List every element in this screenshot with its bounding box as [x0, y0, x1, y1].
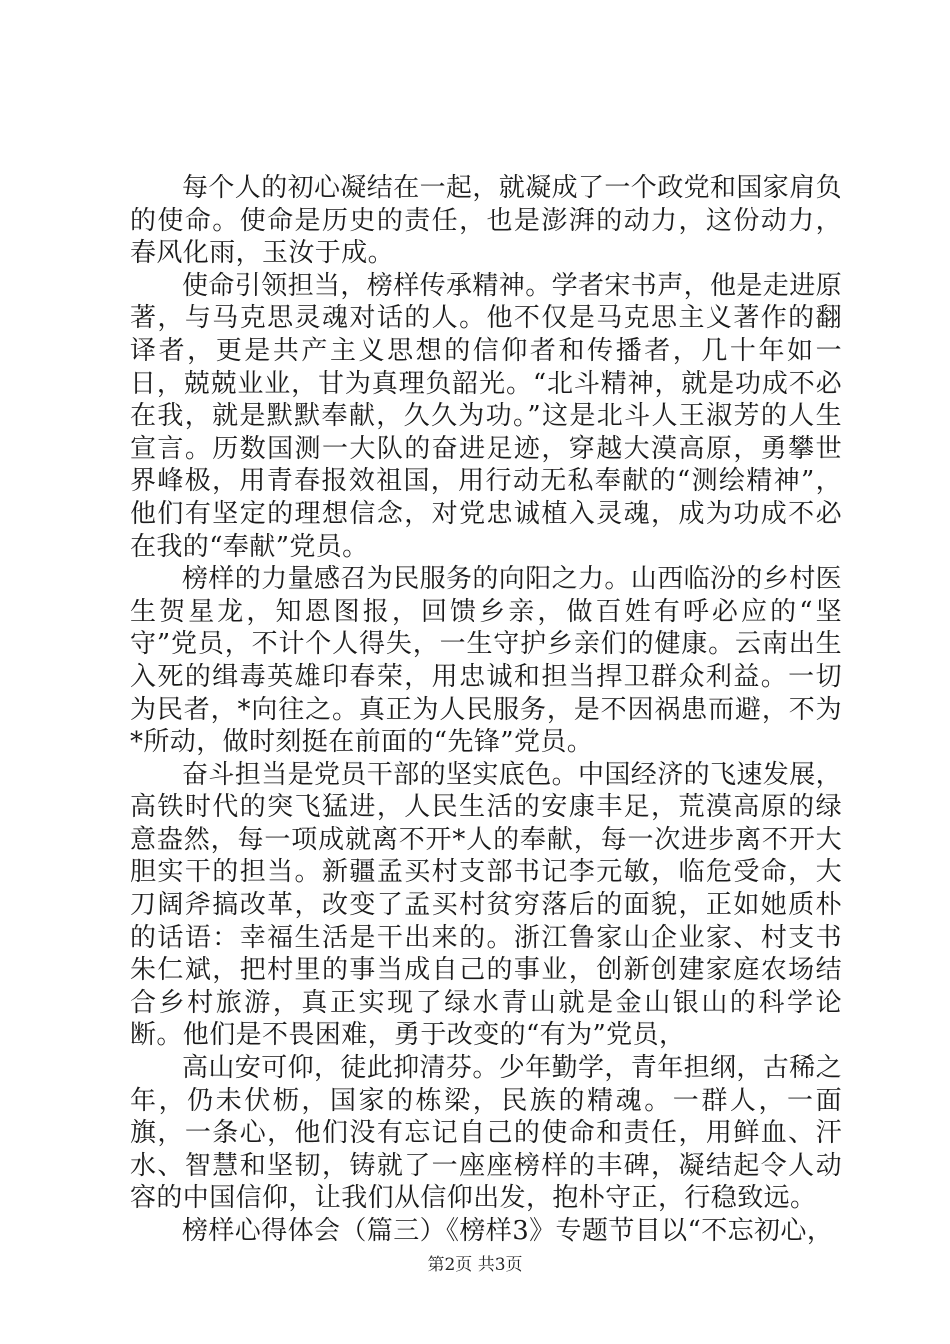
paragraph-4: 奋斗担当是党员干部的坚实底色。中国经济的飞速发展，高铁时代的突飞猛进，人民生活的安康丰足，荒漠高原的绿意盎然，每一项成就离不开*人的奉献，每一次进步离不开大胆实干的担当。新疆孟买村支部书记李元敏，临危受命，大刀阔斧搞改革，改变了孟买村贫穷落后的面貌，正如她质朴的话语：幸福生活是干出来的。浙江鲁家山企业家、村支书朱仁斌，把村里的事当成自己的事业，创新创建家庭农场结合乡村旅游，真正实现了绿水青山就是金山银山的科学论断。他们是不畏困难，勇于改变的“有为”党员， — [130, 759, 843, 1051]
document-body — [130, 172, 842, 1248]
paragraph-5: 高山安可仰，徒此抑清芬。少年勤学，青年担纲，古稀之年，仍未伏枥，国家的栋梁，民族的精魂。一群人，一面旗，一条心，他们没有忘记自己的使命和责任，用鲜血、汗水、智慧和坚韧，铸就了一座座榜样的丰碑，凝结起令人动容的中国信仰，让我们从信仰出发，抱朴守正，行稳致远。 — [130, 1053, 843, 1214]
paragraph-3: 榜样的力量感召为民服务的向阳之力。山西临汾的乡村医生贺星龙，知恩图报，回馈乡亲，做百姓有呼必应的“坚守”党员，不计个人得失，一生守护乡亲们的健康。云南出生入死的缉毒英雄印春荣，用忠诚和担当捍卫群众利益。一切为民者，*向往之。真正为人民服务，是不因祸患而避，不为*所动，做时刻挺在前面的“先锋”党员。 — [130, 564, 843, 758]
paragraph-6: 榜样心得体会（篇三）《榜样3》专题节目以“不忘初心， — [182, 1216, 834, 1246]
page-number-footer: 第2页 共3页 — [427, 1255, 523, 1275]
paragraph-1: 每个人的初心凝结在一起，就凝成了一个政党和国家肩负的使命。使命是历史的责任，也是澎湃的动力，这份动力，春风化雨，玉汝于成。 — [130, 173, 843, 269]
paragraph-2: 使命引领担当，榜样传承精神。学者宋书声，他是走进原著，与马克思灵魂对话的人。他不仅是马克思主义著作的翻译者，更是共产主义思想的信仰者和传播者，几十年如一日，兢兢业业，甘为真理负韶光。“北斗精神，就是功成不必在我，就是默默奉献，久久为功。”这是北斗人王淑芳的人生宣言。历数国测一大队的奋进足迹，穿越大漠高原，勇攀世界峰极，用青春报效祖国，用行动无私奉献的“测绘精神”，他们有坚定的理想信念，对党忠诚植入灵魂，成为功成不必在我的“奉献”党员。 — [130, 270, 843, 562]
